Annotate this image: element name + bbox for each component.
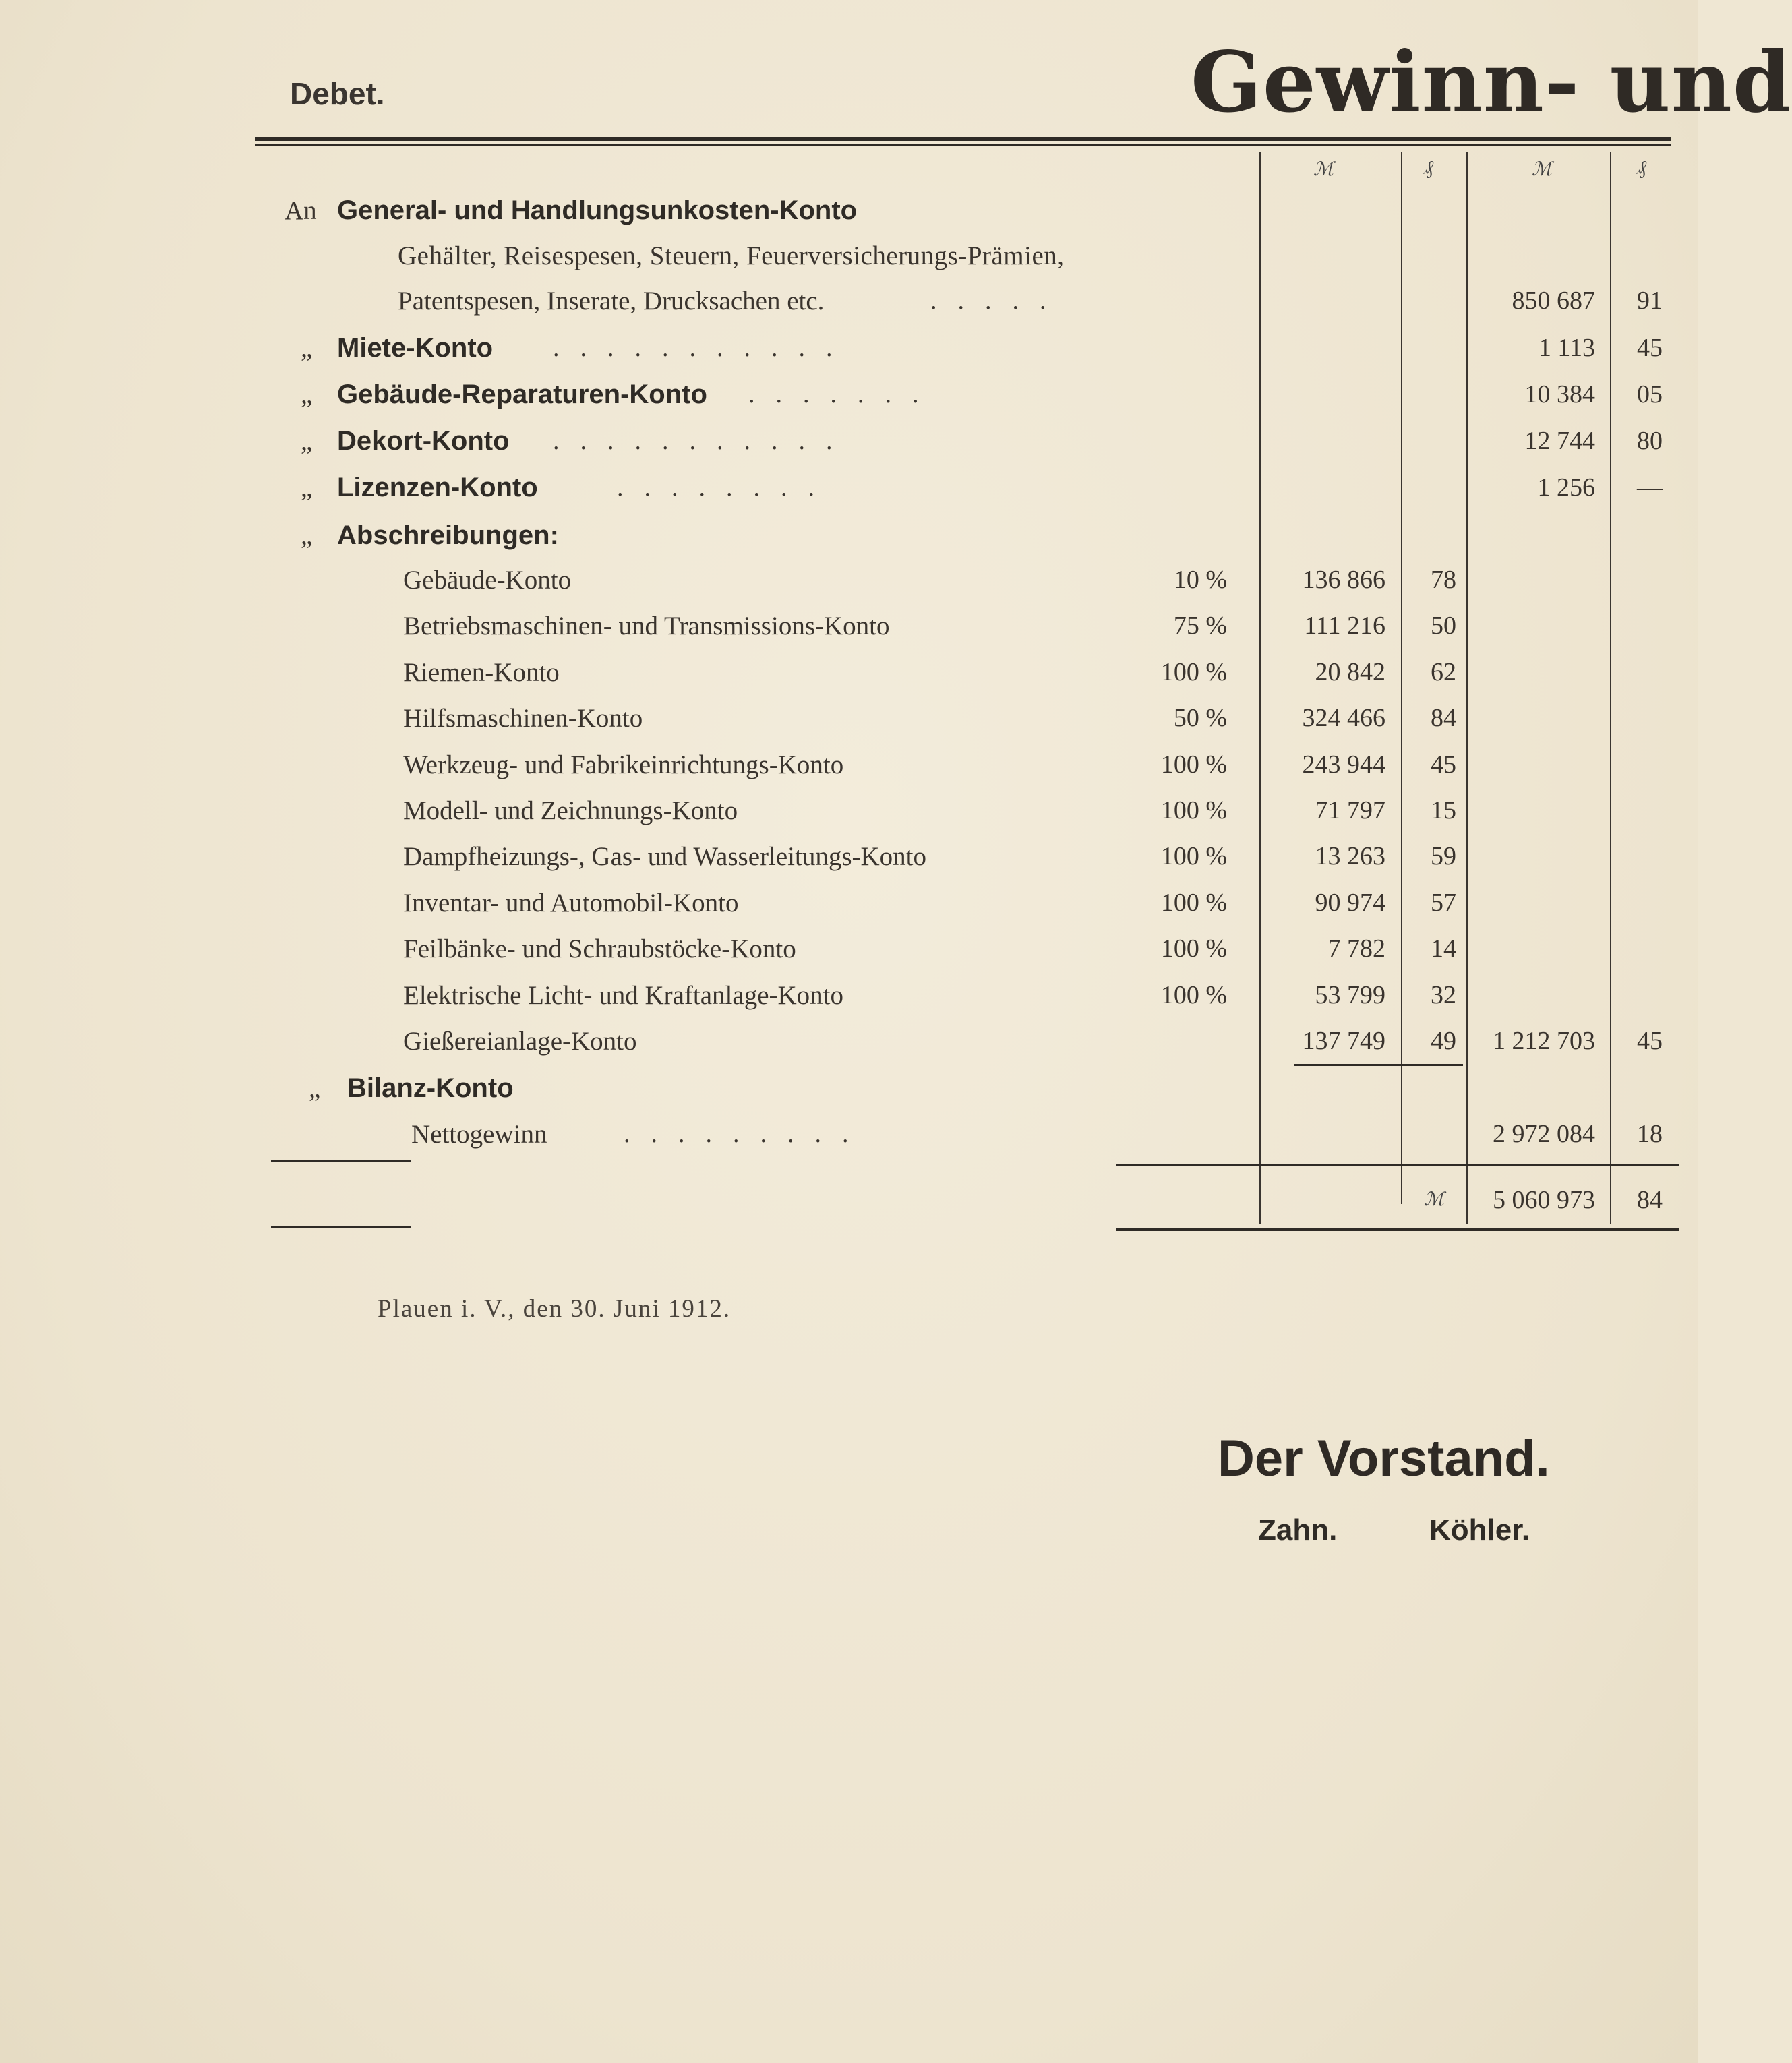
signer-name: Köhler. [1429, 1514, 1530, 1547]
depreciation-pf: 15 [1431, 796, 1456, 825]
depreciation-rate: 75 % [1173, 611, 1227, 640]
depreciation-label: Betriebsmaschinen- und Transmissions-Konto [403, 611, 890, 640]
depreciation-rate: 100 % [1160, 842, 1227, 870]
amount-pf: 05 [1637, 380, 1663, 409]
depreciation-pf: 14 [1431, 934, 1456, 963]
entry-miete-label: Miete-Konto [337, 333, 494, 363]
depreciation-label: Werkzeug- und Fabrikeinrichtungs-Konto [403, 750, 844, 779]
depreciation-pf: 57 [1431, 889, 1456, 917]
amount-mark: 2 972 084 [1493, 1120, 1595, 1148]
entry-general-label: General- und Handlungsunkosten-Konto [337, 196, 858, 225]
entry-prefix: „ [301, 427, 313, 456]
depreciation-mark: 136 866 [1302, 566, 1385, 594]
depreciation-label: Elektrische Licht- und Kraftanlage-Konto [403, 981, 844, 1010]
depreciation-mark: 13 263 [1315, 842, 1385, 870]
entry-general-desc-2: Patentspesen, Inserate, Drucksachen etc. [398, 287, 825, 316]
depreciation-mark: 71 797 [1315, 796, 1385, 825]
depreciation-mark: 90 974 [1315, 889, 1385, 917]
debit-heading: Debet. [290, 76, 385, 111]
depreciation-label: Hilfsmaschinen-Konto [403, 704, 643, 733]
signer-name: Zahn. [1258, 1514, 1338, 1547]
depreciation-label: Riemen-Konto [403, 658, 560, 687]
depreciation-pf: 32 [1431, 981, 1456, 1009]
subtotal-rule [1294, 1064, 1463, 1066]
entry-abschreibungen-label: Abschreibungen: [337, 520, 559, 550]
depreciation-pf: 78 [1431, 566, 1456, 594]
entry-prefix: An [285, 196, 317, 225]
total-currency: ℳ [1424, 1189, 1444, 1210]
depreciation-rate: 100 % [1160, 750, 1227, 779]
depreciation-pf: 59 [1431, 842, 1456, 870]
amount-mark: 1 113 [1538, 334, 1595, 362]
amount-pf: — [1637, 473, 1663, 502]
column-divider [1466, 152, 1468, 1204]
depreciation-mark: 20 842 [1315, 658, 1385, 686]
total-mark: 5 060 973 [1493, 1186, 1595, 1214]
depreciation-rate: 10 % [1173, 566, 1227, 594]
board-signature-heading: Der Vorstand. [1218, 1430, 1550, 1487]
depreciation-label: Gebäude-Konto [403, 566, 572, 595]
total-bottom-rule [1116, 1228, 1679, 1231]
column-divider [1401, 152, 1402, 1204]
total-pf: 84 [1637, 1186, 1663, 1214]
bilanz-sub-label: Nettogewinn [411, 1120, 547, 1149]
depreciation-rate: 100 % [1160, 658, 1227, 686]
leader-dots: ..... [930, 287, 1067, 315]
total-top-rule [1116, 1164, 1679, 1166]
place-date: Plauen i. V., den 30. Juni 1912. [378, 1295, 731, 1323]
col-head-pf-2: ₰ [1637, 158, 1646, 179]
entry-dekort-label: Dekort-Konto [337, 426, 510, 456]
total-divider [1259, 1170, 1261, 1224]
depreciation-rate: 50 % [1173, 704, 1227, 732]
depreciation-mark: 324 466 [1302, 704, 1385, 732]
depreciation-label: Feilbänke- und Schraubstöcke-Konto [403, 934, 796, 963]
depreciation-mark: 111 216 [1304, 611, 1385, 640]
leader-dots: ....... [748, 380, 940, 409]
leader-dots: ........ [617, 473, 835, 502]
col-head-mark-1: ℳ [1313, 159, 1334, 180]
depreciation-mark: 137 749 [1302, 1027, 1385, 1055]
depreciation-total-pf: 45 [1637, 1027, 1663, 1055]
amount-mark: 850 687 [1512, 287, 1595, 315]
depreciation-pf: 49 [1431, 1027, 1456, 1055]
depreciation-mark: 243 944 [1302, 750, 1385, 779]
top-rule [255, 137, 1671, 141]
page-title: Gewinn- und [1191, 34, 1792, 131]
leader-dots: ......... [624, 1120, 870, 1148]
depreciation-pf: 84 [1431, 704, 1456, 732]
entry-general-desc-1: Gehälter, Reisespesen, Steuern, Feuerversicherungs-Prämien, [398, 241, 1065, 270]
col-head-pf-1: ₰ [1424, 158, 1433, 179]
entry-bilanz-label: Bilanz-Konto [347, 1073, 514, 1103]
amount-mark: 1 256 [1537, 473, 1595, 502]
col-head-mark-2: ℳ [1532, 159, 1552, 180]
depreciation-label: Dampfheizungs-, Gas- und Wasserleitungs-Konto [403, 842, 926, 871]
total-divider [1466, 1170, 1468, 1224]
depreciation-pf: 50 [1431, 611, 1456, 640]
depreciation-total-mark: 1 212 703 [1493, 1027, 1595, 1055]
entry-prefix: „ [301, 334, 313, 363]
amount-mark: 10 384 [1524, 380, 1595, 409]
depreciation-mark: 53 799 [1315, 981, 1385, 1009]
left-rule [271, 1226, 411, 1228]
entry-prefix: „ [309, 1074, 321, 1103]
leader-dots: ........... [553, 427, 854, 455]
depreciation-label: Gießereianlage-Konto [403, 1027, 637, 1056]
depreciation-label: Inventar- und Automobil-Konto [403, 889, 739, 918]
amount-pf: 18 [1637, 1120, 1663, 1148]
entry-lizenzen-label: Lizenzen-Konto [337, 473, 538, 502]
depreciation-pf: 62 [1431, 658, 1456, 686]
amount-pf: 80 [1637, 427, 1663, 455]
depreciation-rate: 100 % [1160, 889, 1227, 917]
leader-dots: ........... [553, 334, 854, 362]
depreciation-rate: 100 % [1160, 796, 1227, 825]
depreciation-rate: 100 % [1160, 981, 1227, 1009]
entry-gebaeude-rep-label: Gebäude-Reparaturen-Konto [337, 380, 707, 409]
depreciation-pf: 45 [1431, 750, 1456, 779]
entry-prefix: „ [301, 473, 313, 502]
column-divider [1259, 152, 1261, 1204]
amount-mark: 12 744 [1524, 427, 1595, 455]
left-rule [271, 1160, 411, 1162]
depreciation-label: Modell- und Zeichnungs-Konto [403, 796, 738, 825]
amount-pf: 45 [1637, 334, 1663, 362]
entry-prefix: „ [301, 521, 313, 550]
amount-pf: 91 [1637, 287, 1663, 315]
depreciation-mark: 7 782 [1327, 934, 1385, 963]
top-rule-thin [255, 144, 1671, 146]
depreciation-rate: 100 % [1160, 934, 1227, 963]
entry-prefix: „ [301, 380, 313, 409]
